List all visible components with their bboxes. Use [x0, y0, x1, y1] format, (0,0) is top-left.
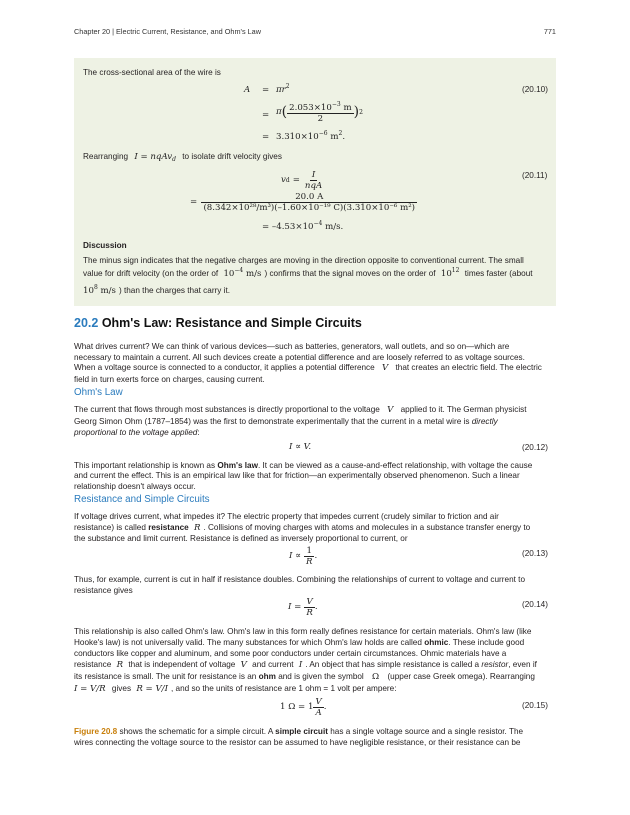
- eq-area-pir2: $\pi r^2$: [276, 83, 290, 95]
- eq-ohms-law: I = $\frac{V}{R}$ .: [288, 597, 318, 618]
- res-line-7: Hooke's law) is not universally valid. The many substances for which Ohm's law holds are called ohmic. These include good: [74, 638, 525, 647]
- ohms-after-1: This important relationship is known as Ohm's law. It can be viewed as a cause-and-effect relationship, with voltage the cause: [74, 461, 533, 470]
- ohms-line-2: Georg Simon Ohm (1787–1854) was the first to demonstrate experimentally that the current in a metal wire is directly: [74, 417, 498, 426]
- section-number: 20.2: [74, 316, 99, 330]
- ohms-line-3: proportional to the voltage applied:: [74, 428, 200, 437]
- res-line-13: wires connecting the voltage source to the resistor can be assumed to have negligible resistance, or their resistance can be: [74, 738, 521, 747]
- ohms-line-1: The current that flows through most substances is directly proportional to the voltage V applied to it. The German physicist: [74, 405, 527, 415]
- eq-area-result: $3.310\times 10^{-6}$ $m^2$.: [276, 130, 346, 142]
- res-line-11: I = V/R gives R = V/I , and so the units of resistance are 1 ohm = 1 volt per ampere:: [74, 684, 397, 694]
- area-intro: The cross-sectional area of the wire is: [83, 68, 221, 77]
- eq-number-2010: (20.10): [522, 85, 548, 94]
- eq-ohms-proportional: I ∝ V.: [289, 442, 312, 452]
- eq-area-eq3: =: [262, 132, 270, 142]
- res-line-6: This relationship is also called Ohm's law. Ohm's law in this form really defines resistance for certain materials. Ohm's law (like: [74, 627, 532, 636]
- figure-20-8-link[interactable]: Figure 20.8: [74, 727, 118, 736]
- subheading-resistance: Resistance and Simple Circuits: [74, 494, 210, 505]
- discussion-title: Discussion: [83, 241, 127, 250]
- intro-line-3: When a voltage source is connected to a conductor, it applies a potential difference V that creates an electric field. The electric: [74, 363, 542, 373]
- res-line-4: Thus, for example, current is cut in half if resistance doubles. Combining the relationships of current to voltage and current to: [74, 575, 526, 584]
- discussion-line-2: value for drift velocity (on the order of $10^{-4}$ m/s ) confirms that the signal moves on the order of $10^{12}$ times faster (about: [83, 267, 533, 279]
- eq-number-2012: (20.12): [522, 443, 548, 452]
- eq-inverse-resistance: I ∝ $\frac{1}{R}$ .: [289, 546, 318, 567]
- ohms-after-2: and current the effect. This is an empirical law like that for friction—an experimentally observed phenomenon. Such a linear: [74, 471, 520, 480]
- ohms-after-3: relationship doesn't always occur.: [74, 482, 196, 491]
- eq-area-step2: π ( $\frac{2.053\times 10^{-3} m}{2}$ ) 2: [276, 100, 363, 124]
- res-line-3: the substance and limit current. Resistance is defined as inversely proportional to current, or: [74, 534, 408, 543]
- eq-area-lhs: A: [244, 85, 251, 95]
- rearrange-line: Rearranging I = nqAv$_d$ to isolate drift velocity gives: [83, 152, 282, 163]
- section-heading: [74, 318, 362, 330]
- intro-line-1: What drives current? We can think of various devices—such as batteries, generators, wall outlets, and so on—which are: [74, 342, 510, 351]
- section-title: Ohm's Law: Resistance and Simple Circuits: [101, 316, 362, 330]
- eq-area-eq2: =: [262, 110, 270, 120]
- eq-drift-def: v d = $\frac{I}{\text{nqA}}$: [281, 170, 323, 191]
- eq-number-2013: (20.13): [522, 549, 548, 558]
- intro-line-4: field in turn exerts force on charges, causing current.: [74, 375, 265, 384]
- eq-number-2014: (20.14): [522, 600, 548, 609]
- page-number: 771: [543, 27, 556, 36]
- eq-drift-numeric: = $\frac{20.0 A}{\text{(8.342×10²⁸/m³)(–1.60×10⁻¹⁹ C)(3.310×10⁻⁶ m²)}}$: [190, 192, 417, 213]
- intro-line-2: necessary to maintain a current. All such devices create a potential difference and are loosely referred to as voltage sources.: [74, 353, 525, 362]
- eq-ohm-unit: 1 Ω = 1 $\frac{V}{A}$ .: [280, 697, 327, 718]
- chapter-title: Chapter 20 | Electric Current, Resistance, and Ohm's Law: [74, 27, 262, 36]
- subheading-ohms-law: Ohm's Law: [74, 387, 123, 398]
- eq-number-2011: (20.11): [522, 171, 548, 180]
- eq-number-2015: (20.15): [522, 701, 548, 710]
- eq-area-eq1: =: [262, 85, 270, 95]
- discussion-line-1: The minus sign indicates that the negative charges are moving in the direction opposite to conventional current. The small: [83, 256, 524, 265]
- res-line-9: resistance R that is independent of voltage V and current I . An object that has simple resistance is called a resistor, even if: [74, 660, 537, 670]
- res-line-8: conductors like copper and aluminum, and some poor conductors under certain circumstances. Ohmic materials have a: [74, 649, 507, 658]
- res-line-2: resistance) is called resistance R . Collisions of moving charges with atoms and molecules in a substance transfer energy to: [74, 523, 531, 533]
- res-line-12: Figure 20.8 shows the schematic for a simple circuit. A simple circuit has a single voltage source and a single resistor. The: [74, 727, 524, 736]
- running-header: [74, 26, 556, 38]
- discussion-line-3: $10^8$ m/s ) than the charges that carry it.: [83, 284, 231, 296]
- res-line-5: resistance gives: [74, 586, 133, 595]
- res-line-1: If voltage drives current, what impedes it? The electric property that impedes current (crudely similar to friction and air: [74, 512, 499, 521]
- eq-drift-result: = $-4.53\times 10^{-4}$ m/s.: [262, 220, 344, 232]
- res-line-10: its resistance is small. The unit for resistance is an ohm and is given the symbol Ω (upper case Greek omega). Rearranging: [74, 672, 535, 682]
